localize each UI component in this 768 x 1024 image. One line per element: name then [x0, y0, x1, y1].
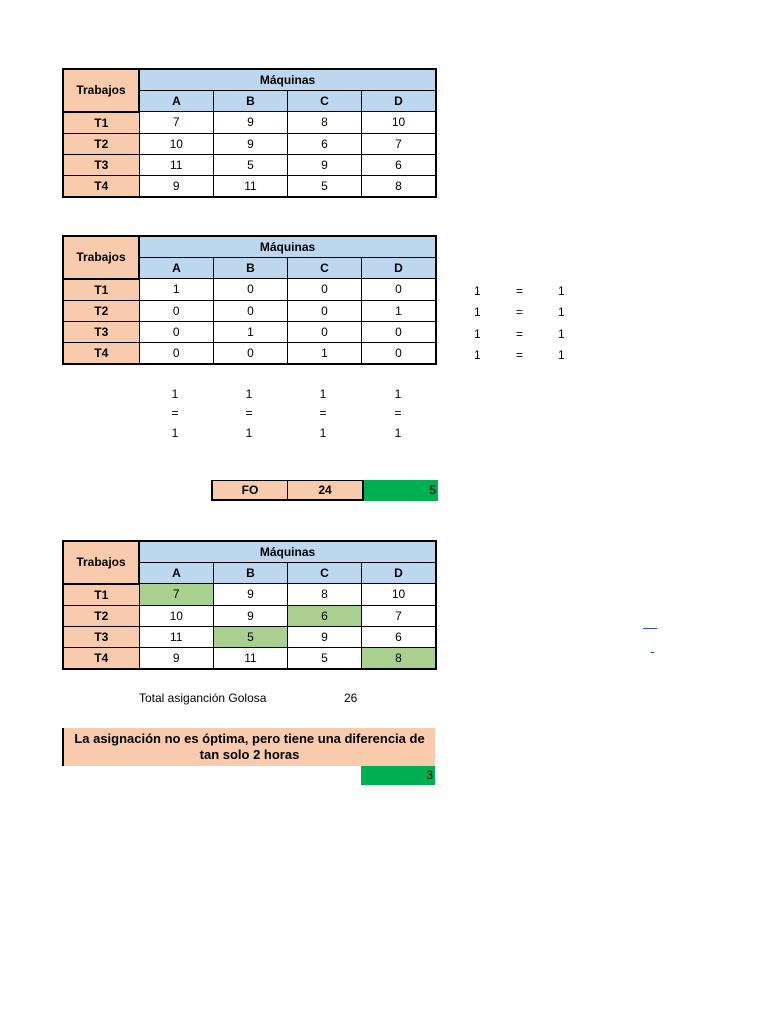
assign-cell[interactable]: 0	[288, 279, 362, 301]
col-rhs[interactable]: 1	[171, 426, 179, 440]
assign-cell[interactable]: 1	[214, 321, 288, 342]
row-label: T2	[63, 605, 139, 626]
cost-cell[interactable]: 7	[139, 112, 214, 134]
greedy-cell[interactable]: 8	[362, 647, 437, 669]
conclusion-note	[62, 728, 435, 766]
dash-mark: —	[643, 619, 657, 635]
assign-cell[interactable]: 0	[362, 279, 437, 301]
cost-cell[interactable]: 7	[362, 133, 437, 154]
row-label: T1	[63, 584, 139, 606]
row-op: =	[516, 327, 524, 341]
maquinas-header: Máquinas	[139, 541, 436, 563]
greedy-cell[interactable]: 8	[288, 584, 362, 606]
cost-cell[interactable]: 11	[214, 175, 288, 197]
note-line-2: tan solo 2 horas	[199, 747, 300, 762]
greedy-table	[62, 540, 437, 670]
col-header-c: C	[288, 258, 362, 279]
row-op: =	[516, 305, 524, 319]
row-sum[interactable]: 1	[474, 284, 481, 298]
objective-function-row	[211, 480, 438, 501]
greedy-cell[interactable]: 11	[214, 647, 288, 669]
col-rhs[interactable]: 1	[245, 426, 253, 440]
col-rhs[interactable]: 1	[319, 426, 327, 440]
row-rhs[interactable]: 1	[558, 305, 565, 319]
row-label: T4	[63, 175, 139, 197]
col-header-b: B	[214, 91, 288, 112]
row-sum[interactable]: 1	[474, 305, 481, 319]
cost-cell[interactable]: 5	[288, 175, 362, 197]
cost-cell[interactable]: 9	[214, 133, 288, 154]
cost-cell[interactable]: 9	[288, 154, 362, 175]
col-op: =	[319, 406, 327, 420]
greedy-cell[interactable]: 9	[288, 626, 362, 647]
cost-cell[interactable]: 8	[288, 112, 362, 134]
greedy-total-label: Total asiganción Golosa	[139, 691, 267, 705]
col-header-b: B	[214, 563, 288, 584]
row-sum[interactable]: 1	[474, 348, 481, 362]
row-label: T2	[63, 300, 139, 321]
assign-cell[interactable]: 0	[362, 321, 437, 342]
greedy-cell[interactable]: 5	[288, 647, 362, 669]
cost-cell[interactable]: 9	[139, 175, 214, 197]
difference-green-cell[interactable]: 3	[361, 766, 435, 785]
greedy-cell[interactable]: 9	[214, 605, 288, 626]
col-op: =	[245, 406, 253, 420]
assign-cell[interactable]: 0	[139, 300, 214, 321]
greedy-cell[interactable]: 6	[288, 605, 362, 626]
col-header-d: D	[362, 91, 437, 112]
cost-cell[interactable]: 10	[139, 133, 214, 154]
col-header-d: D	[362, 258, 437, 279]
assign-cell[interactable]: 0	[214, 300, 288, 321]
dash-mark: -	[650, 643, 655, 659]
assign-cell[interactable]: 0	[288, 321, 362, 342]
col-header-d: D	[362, 563, 437, 584]
maquinas-header: Máquinas	[139, 236, 436, 258]
row-label: T3	[63, 626, 139, 647]
col-header-a: A	[139, 91, 214, 112]
row-label: T1	[63, 112, 139, 134]
assign-cell[interactable]: 0	[214, 279, 288, 301]
row-label: T2	[63, 133, 139, 154]
row-label: T4	[63, 342, 139, 364]
row-sum[interactable]: 1	[474, 327, 481, 341]
assign-cell[interactable]: 1	[362, 300, 437, 321]
greedy-cell[interactable]: 9	[139, 647, 214, 669]
greedy-total-value[interactable]: 26	[344, 691, 358, 705]
cost-cell[interactable]: 8	[362, 175, 437, 197]
greedy-cell[interactable]: 7	[139, 584, 214, 606]
col-sum[interactable]: 1	[245, 387, 253, 401]
cost-table	[62, 68, 437, 198]
col-op: =	[171, 406, 179, 420]
row-label: T3	[63, 321, 139, 342]
cost-cell[interactable]: 5	[214, 154, 288, 175]
assign-cell[interactable]: 0	[362, 342, 437, 364]
cost-cell[interactable]: 6	[362, 154, 437, 175]
row-label: T1	[63, 279, 139, 301]
greedy-cell[interactable]: 5	[214, 626, 288, 647]
col-header-a: A	[139, 563, 214, 584]
row-rhs[interactable]: 1	[558, 327, 565, 341]
assign-cell[interactable]: 1	[288, 342, 362, 364]
cost-cell[interactable]: 9	[214, 112, 288, 134]
row-rhs[interactable]: 1	[558, 284, 565, 298]
row-label: T3	[63, 154, 139, 175]
assignment-table	[62, 235, 437, 365]
greedy-cell[interactable]: 7	[362, 605, 437, 626]
cost-cell[interactable]: 11	[139, 154, 214, 175]
assign-cell[interactable]: 1	[139, 279, 214, 301]
assign-cell[interactable]: 0	[139, 321, 214, 342]
col-header-c: C	[288, 91, 362, 112]
col-op: =	[394, 406, 402, 420]
col-header-c: C	[288, 563, 362, 584]
row-label: T4	[63, 647, 139, 669]
col-sum[interactable]: 1	[319, 387, 327, 401]
row-op: =	[516, 284, 524, 298]
col-header-b: B	[214, 258, 288, 279]
col-sum[interactable]: 1	[394, 387, 402, 401]
trabajos-header: Trabajos	[63, 541, 139, 584]
maquinas-header: Máquinas	[139, 69, 436, 91]
cost-cell[interactable]: 10	[362, 112, 437, 134]
col-header-a: A	[139, 258, 214, 279]
trabajos-header: Trabajos	[63, 69, 139, 112]
fo-green-cell[interactable]: 5	[364, 480, 438, 501]
greedy-cell[interactable]: 10	[139, 605, 214, 626]
col-rhs[interactable]: 1	[394, 426, 402, 440]
assign-cell[interactable]: 0	[288, 300, 362, 321]
greedy-cell[interactable]: 10	[362, 584, 437, 606]
row-rhs[interactable]: 1	[558, 348, 565, 362]
assign-cell[interactable]: 0	[214, 342, 288, 364]
cost-cell[interactable]: 6	[288, 133, 362, 154]
greedy-cell[interactable]: 11	[139, 626, 214, 647]
row-op: =	[516, 348, 524, 362]
fo-value[interactable]: 24	[287, 480, 364, 501]
fo-label: FO	[211, 480, 287, 501]
assign-cell[interactable]: 0	[139, 342, 214, 364]
greedy-cell[interactable]: 9	[214, 584, 288, 606]
greedy-cell[interactable]: 6	[362, 626, 437, 647]
note-line-1: La asignación no es óptima, pero tiene una diferencia de	[74, 731, 425, 746]
col-sum[interactable]: 1	[171, 387, 179, 401]
trabajos-header: Trabajos	[63, 236, 139, 279]
